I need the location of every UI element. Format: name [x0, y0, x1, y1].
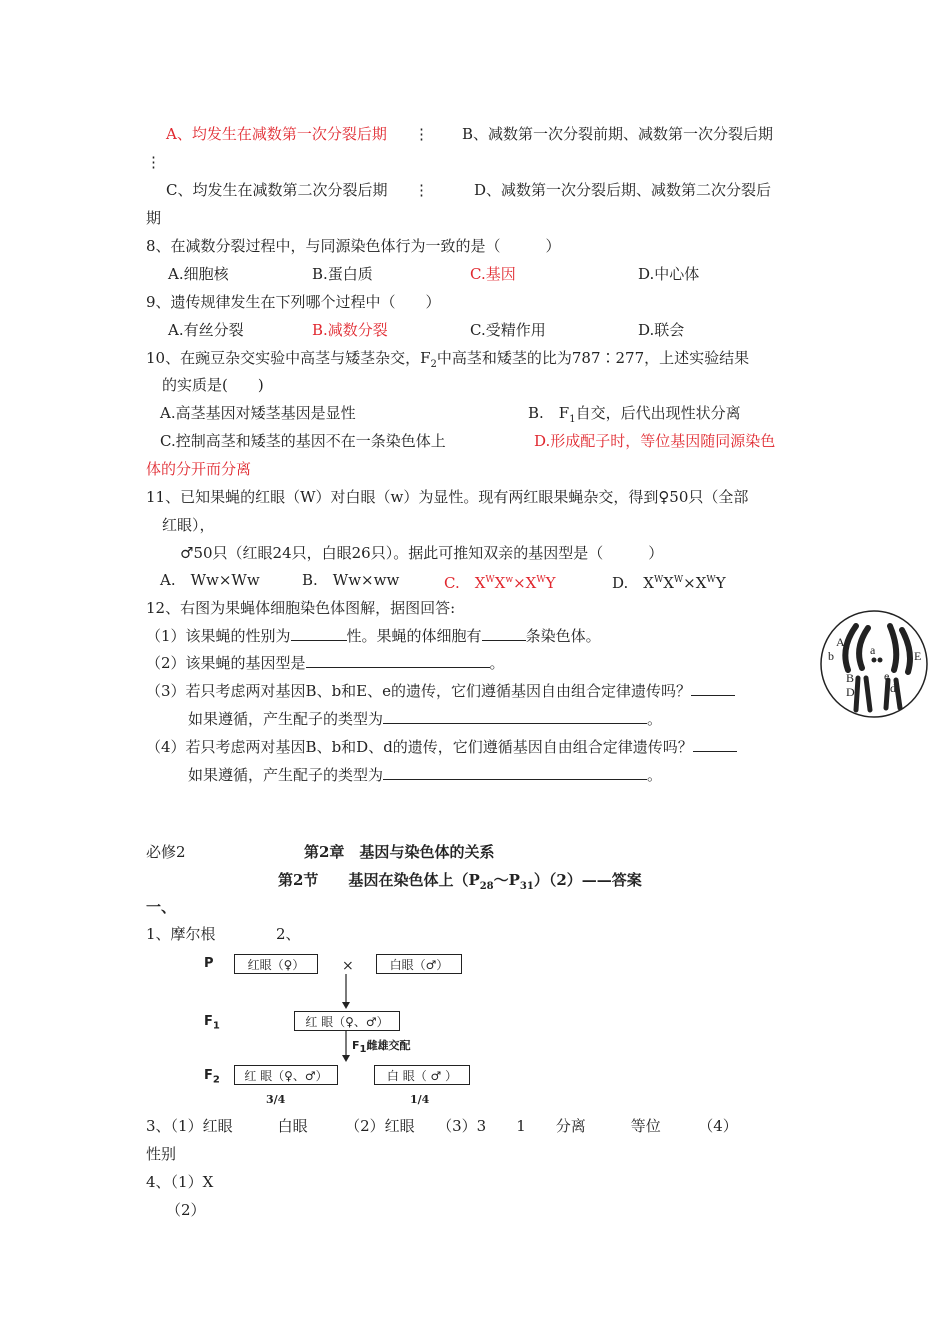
q10-option-b: B. $F_1$自交，后代出现性状分离 [528, 404, 741, 425]
gene-label-e: e [884, 669, 890, 683]
gene-label-b: b [828, 649, 834, 663]
q10-option-d: D.形成配子时，等位基因随同源染色 [534, 432, 776, 450]
q11-option-d: D. $X^WX^W\times X^WY$ [612, 574, 726, 592]
chromosome-7 [886, 680, 888, 708]
answers-part-1: 一、 [146, 898, 177, 916]
q12-part3-wrap: 如果遵循，产生配子的类型为 。 [188, 710, 663, 728]
q11-stem-wrap: 红眼）， [162, 516, 215, 534]
q11-stem-male: ♂50只（红眼24只，白眼26只）。据此可推知双亲的基因型是（ ） [180, 544, 664, 562]
gene-label-A: A [836, 635, 845, 649]
gene-label-D: D [846, 685, 855, 699]
cross-f2-red-box: 红 眼（♀、♂） [234, 1065, 338, 1085]
q11-option-c: C. $X^WX^w\times X^WY$ [444, 574, 556, 592]
chromosome-5 [856, 678, 858, 710]
cross-f1-note: F1雌雄交配 [352, 1039, 411, 1056]
answer-4: 4、（1）X [146, 1173, 214, 1191]
cross-f1-box: 红 眼（♀、♂） [294, 1011, 400, 1031]
cross-label-p: P [204, 956, 214, 971]
q11-option-b: B. Ww×ww [302, 571, 400, 589]
cross-label-f1: $F_1$ [204, 1014, 220, 1032]
q11-stem: 11、已知果蝇的红眼（W）对白眼（w）为显性。现有两红眼果蝇杂交，得到♀50只（全部 [146, 488, 749, 506]
cross-p-female-box: 红眼（♀） [234, 954, 318, 974]
cross-ratio-red: 3/4 [266, 1093, 286, 1106]
gene-label-B: B [846, 671, 855, 685]
q7-sep-2: ⋮ [414, 181, 429, 199]
q7-option-d-wrap: 期 [146, 209, 162, 227]
answers-chapter: 第2章 基因与染色体的关系 [304, 843, 495, 861]
q9-option-c: C.受精作用 [470, 321, 546, 339]
cross-times: × [342, 958, 354, 974]
q12-part4: （4）若只考虑两对基因B、b和D、d的遗传，它们遵循基因自由组合定律遗传吗？ [146, 737, 737, 757]
answer-4-part-2: （2） [166, 1201, 206, 1219]
q10-stem-wrap: 的实质是( ) [162, 376, 264, 394]
q12-part1: （1）该果蝇的性别为 性。果蝇的体细胞有 条染色体。 [146, 627, 601, 645]
q8-stem: 8、在减数分裂过程中，与同源染色体行为一致的是（ ） [146, 237, 561, 255]
q9-option-b: B.减数分裂 [312, 321, 388, 339]
q8-option-b: B.蛋白质 [312, 265, 373, 283]
q11-option-a: A. Ww×Ww [160, 571, 260, 589]
answers-section-title: 第2节 基因在染色体上$(P_{28}\sim P_{31})(2)——$答案 [278, 871, 642, 892]
q12-part2: （2）该果蝇的基因型是 。 [146, 654, 505, 672]
q9-stem: 9、遗传规律发生在下列哪个过程中（ ） [146, 293, 441, 311]
q8-option-c: C.基因 [470, 265, 516, 283]
q10-option-c: C.控制高茎和矮茎的基因不在一条染色体上 [160, 432, 446, 450]
gene-label-E: E [914, 649, 922, 663]
answer-3: 3、（1）红眼 白眼 （2）红眼 （3）3 1 分离 等位 （4） [146, 1117, 738, 1135]
gene-label-a: a [870, 643, 876, 657]
chromosome-figure [818, 608, 930, 720]
q7-option-c: C、均发生在减数第二次分裂后期 [166, 181, 388, 199]
arrow-f1-to-f2 [340, 1031, 352, 1063]
q12-part3: （3）若只考虑两对基因B、b和E、e的遗传，它们遵循基因自由组合定律遗传吗？ [146, 681, 735, 701]
dot-chromosome-1 [872, 658, 877, 663]
q7-sep-wrap: ⋮ [146, 153, 161, 171]
arrow-p-to-f1 [340, 974, 352, 1010]
q7-option-b: B、减数第一次分裂前期、减数第一次分裂后期 [462, 125, 774, 143]
answer-3-wrap: 性别 [146, 1145, 177, 1163]
cross-ratio-white: 1/4 [410, 1093, 430, 1106]
q10-option-a: A.高茎基因对矮茎基因是显性 [160, 404, 356, 422]
q8-option-a: A.细胞核 [168, 265, 229, 283]
cross-f2-white-box: 白 眼（ ♂ ） [374, 1065, 470, 1085]
q10-option-d-wrap: 体的分开而分离 [146, 460, 252, 478]
q9-option-a: A.有丝分裂 [168, 321, 244, 339]
q7-option-d: D、减数第一次分裂后期、减数第二次分裂后 [474, 181, 772, 199]
q12-part4-wrap: 如果遵循，产生配子的类型为 。 [188, 766, 663, 784]
q9-option-d: D.联会 [638, 321, 685, 339]
q10-stem: 10、在豌豆杂交实验中高茎与矮茎杂交，$F_2$中高茎和矮茎的比为787∶277，上述实验结果 [146, 349, 750, 370]
q7-option-a: A、均发生在减数第一次分裂后期 [166, 125, 387, 143]
dot-chromosome-2 [878, 658, 883, 663]
answer-2: 2、 [276, 925, 301, 943]
answer-1: 1、摩尔根 [146, 925, 216, 943]
answers-book: 必修2 [146, 843, 186, 861]
cross-label-f2: $F_2$ [204, 1068, 220, 1086]
gene-label-d: d [890, 681, 896, 695]
cross-p-male-box: 白眼（♂） [376, 954, 462, 974]
q8-option-d: D.中心体 [638, 265, 700, 283]
q12-stem: 12、右图为果蝇体细胞染色体图解，据图回答: [146, 599, 456, 617]
q7-sep: ⋮ [414, 125, 429, 143]
